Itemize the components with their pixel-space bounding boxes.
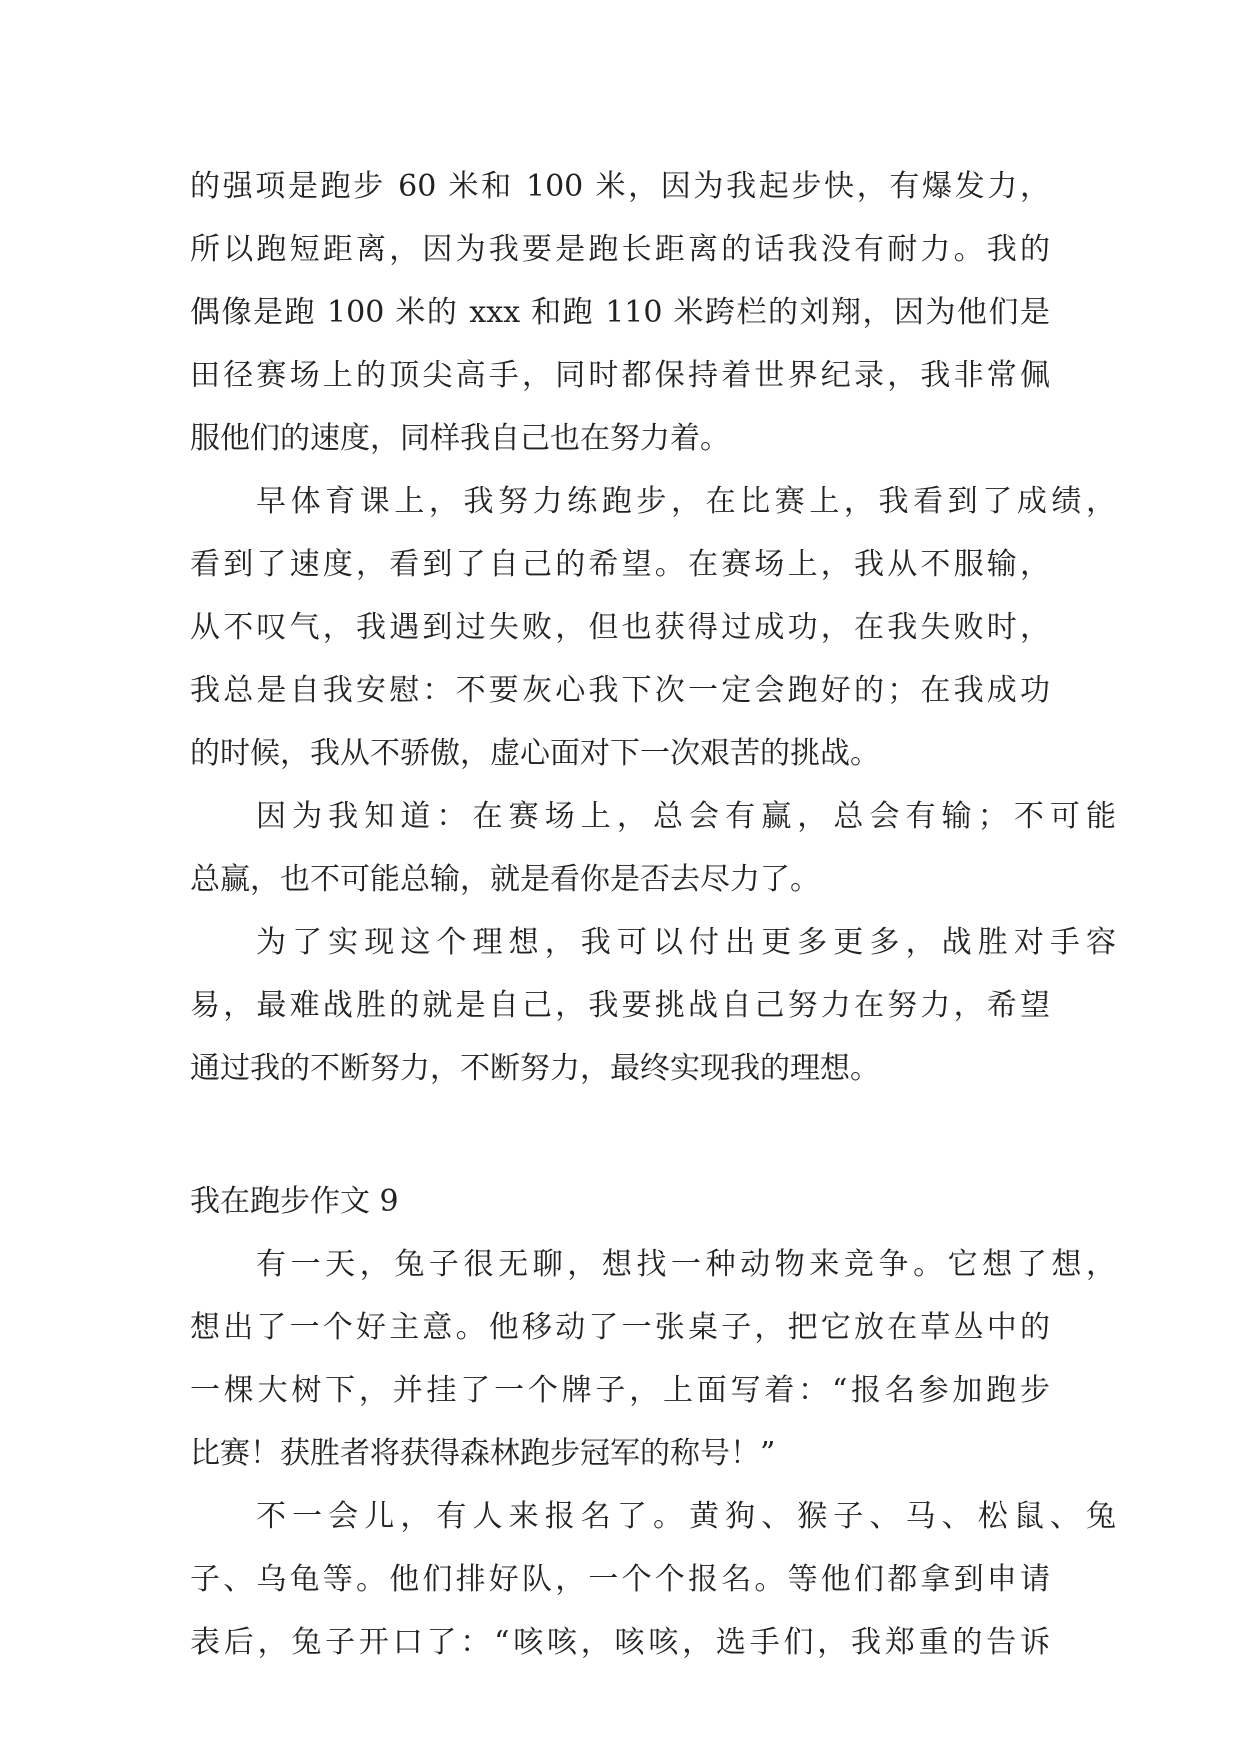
text-line: 总赢，也不可能总输，就是看你是否去尽力了。 bbox=[190, 862, 820, 897]
text-line: 服他们的速度，同样我自己也在努力着。 bbox=[190, 421, 730, 456]
text-line: 我总是自我安慰：不要灰心我下次一定会跑好的；在我成功 bbox=[190, 673, 1050, 708]
text-line: 一棵大树下，并挂了一个牌子，上面写着：“报名参加跑步 bbox=[190, 1373, 1050, 1408]
text-line: 田径赛场上的顶尖高手，同时都保持着世界纪录，我非常佩 bbox=[190, 358, 1050, 393]
paragraph-6 bbox=[190, 1485, 1116, 1674]
text-line: 表后，兔子开口了：“咳咳，咳咳，选手们，我郑重的告诉 bbox=[190, 1625, 1050, 1660]
paragraph-1 bbox=[190, 155, 1050, 470]
text-line: 易，最难战胜的就是自己，我要挑战自己努力在努力，希望 bbox=[190, 988, 1050, 1023]
text-line: 想出了一个好主意。他移动了一张桌子，把它放在草丛中的 bbox=[190, 1310, 1050, 1345]
text-line: 早体育课上，我努力练跑步，在比赛上，我看到了成绩， bbox=[256, 484, 1116, 519]
text-line: 看到了速度，看到了自己的希望。在赛场上，我从不服输， bbox=[190, 547, 1050, 582]
section-gap bbox=[190, 1100, 1050, 1170]
paragraph-2 bbox=[190, 470, 1116, 785]
text-line: 为了实现这个理想，我可以付出更多更多，战胜对手容 bbox=[256, 925, 1116, 960]
section-heading: 我在跑步作文 9 bbox=[190, 1184, 399, 1219]
text-line: 因为我知道：在赛场上，总会有赢，总会有输；不可能 bbox=[256, 799, 1116, 834]
document-body bbox=[190, 155, 1116, 1674]
text-line: 的强项是跑步 60 米和 100 米，因为我起步快，有爆发力， bbox=[190, 169, 1050, 204]
text-line: 从不叹气，我遇到过失败，但也获得过成功，在我失败时， bbox=[190, 610, 1050, 645]
paragraph-3 bbox=[190, 785, 1116, 911]
text-line: 通过我的不断努力，不断努力，最终实现我的理想。 bbox=[190, 1051, 880, 1086]
text-line: 的时候，我从不骄傲，虚心面对下一次艰苦的挑战。 bbox=[190, 736, 880, 771]
text-line: 子、乌龟等。他们排好队，一个个报名。等他们都拿到申请 bbox=[190, 1562, 1050, 1597]
paragraph-4 bbox=[190, 911, 1116, 1100]
text-line: 所以跑短距离，因为我要是跑长距离的话我没有耐力。我的 bbox=[190, 232, 1050, 267]
text-line: 比赛！获胜者将获得森林跑步冠军的称号！” bbox=[190, 1436, 776, 1471]
text-line: 偶像是跑 100 米的 xxx 和跑 110 米跨栏的刘翔，因为他们是 bbox=[190, 295, 1050, 330]
paragraph-5 bbox=[190, 1233, 1116, 1485]
text-line: 有一天，兔子很无聊，想找一种动物来竞争。它想了想， bbox=[256, 1247, 1116, 1282]
text-line: 不一会儿，有人来报名了。黄狗、猴子、马、松鼠、兔 bbox=[256, 1499, 1116, 1534]
